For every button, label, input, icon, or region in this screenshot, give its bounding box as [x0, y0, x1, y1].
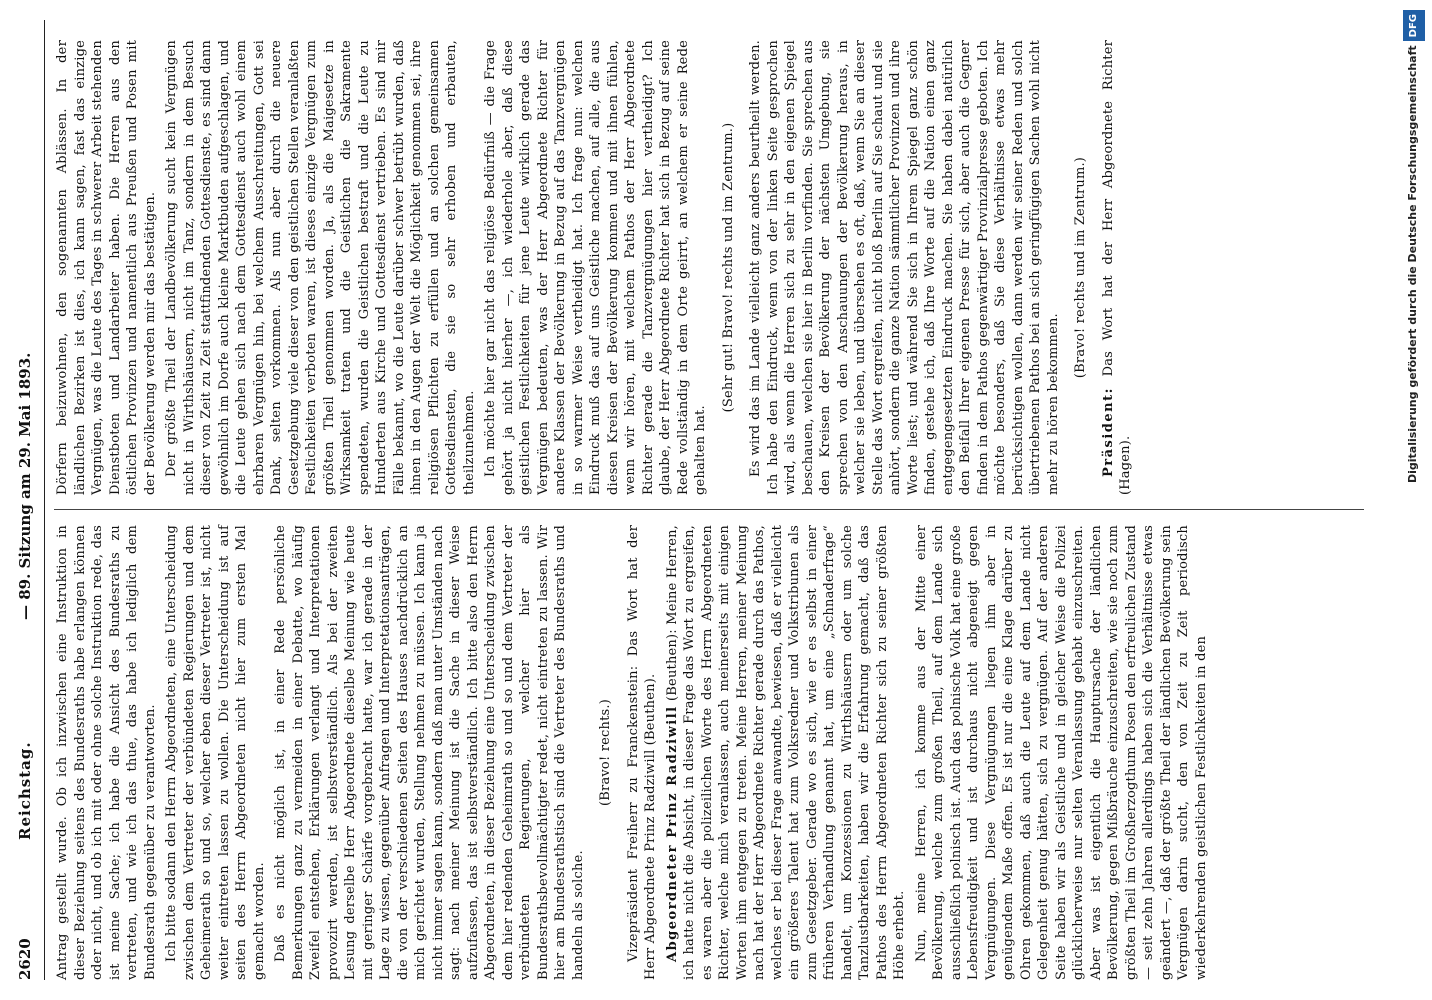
paragraph: Ich möchte hier gar nicht das religiöse Bedürfniß — die Frage gehört ja nicht hierher —, ich wiederhole aber, daß diese geistlichen Festlichkeiten für jene Leute wirklich gerade das Vergnügen bedeuten, was der Herr Abgeordnete Richter für andere Klassen der Bevölkerung in Bezug auf das Tanzvergnügen in so warmer Weise vertheidigt hat. Ich frage nun: welchen Eindruck muß das auf uns Geistliche machen, auf alle, die aus diesen Kreisen der Bevölkerung kommen und mit ihnen fühlen, wenn wir hören, mit welchem Pathos der Herr Abgeordnete Richter gerade die Tanzvergnügungen hier vertheidigt? Ich glaube, der Herr Abgeordnete Richter hat sich in Bezug auf seine Rede vollständig in dem Orte geirrt, an welchem er seine Rede gehalten hat. [483, 40, 708, 495]
page-header [8, 20, 42, 980]
session-title: — 89. Sitzung am 29. Mai 1893. [16, 352, 34, 620]
speaker-announcement: Vizepräsident Freiherr zu Franckenstein: Das Wort hat der Herr Abgeordnete Prinz Radziwill (Beuthen). [625, 525, 658, 980]
paragraph: Nun, meine Herren, ich komme aus der Mitte einer Bevölkerung, welche zum großen Theil, auf dem Lande sich ausschließlich polnisch ist. Auch das polnische Volk hat eine große Lebensfreudigkeit und ist durchaus nicht abgeneigt gegen Vergnügungen. Diese Vergnügungen liegen ihm aber in genügendem Maße offen. Es ist nur die eine Klage darüber zu Ohren gekommen, daß auch die Leute auf dem Lande nicht Gelegenheit genug hätten, sich zu vergnügen. Auf der anderen Seite haben wir als Geistliche und in gleicher Weise die Polizei glücklicherweise nur selten Veranlassung gehabt einzuschreiten. Aber was ist eigentlich die Hauptursache der ländlichen Bevölkerung, gegen Mißbräuche einzuschreiten, wie sie noch zum größten Theil im Großherzogthum Posen den erfreulichen Zustand — seit zehn Jahren allerdings haben sich die Verhältnisse etwas geändert —, daß der größte Theil der ländlichen Bevölkerung sein Vergnügen darin sucht, den von Zeit zu Zeit periodisch wiederkehrenden geistlichen Festlichkeiten in den [913, 525, 1209, 980]
dfg-logo: DFG [1403, 10, 1425, 41]
text-column-right [54, 40, 1139, 495]
speaker-name: Abgeordneter Prinz Radziwill [664, 705, 680, 962]
header-rule [44, 20, 45, 980]
paragraph: Dörfern beizuwohnen, den sogenannten Ablässen. In der ländlichen Bezirken ist dies, ich kann sagen, fast das einzige Vergnügen, was die Leute des Tages in schwerer Arbeit stehenden Dienstboten und Landarbeiter haben. Die Herren aus den östlichen Provinzen und namentlich aus Preußen und Posen mit der Bevölkerung werden mir das bestätigen. [55, 40, 158, 495]
paragraph: Es wird das im Lande vielleicht ganz anders beurtheilt werden. Ich habe den Eindruck, wenn von der linken Seite gesprochen wird, als wenn die Herren sich zu sehr in den eigenen Spiegel beschauen, welchen sie hier in Berlin vorfinden. Sie sprechen aus den Kreisen der Bevölkerung der nächsten Umgebung, sie sprechen von den Anschauungen der Bevölkerung heraus, in welcher sie leben, und übersehen es oft, daß, wenn Sie an dieser Stelle das Wort ergreifen, nicht bloß Berlin auf Sie schaut und sie anhört, sondern die ganze Nation sämmtlicher Provinzen und ihre Worte liest; und während Sie sich in Ihrem Spiegel ganz schön finden, gestehe ich, daß Ihre Worte auf die Nation einen ganz entgegengesetzten Eindruck machen. Sie haben dabei natürlich den Beifall Ihrer eigenen Presse für sich, aber auch die Gegner finden in dem Pathos gegenwärtiger Provinzialpresse geboten. Ich möchte besonders, daß Sie diese Verhältnisse etwas mehr berücksichtigen wollen, dann werden wir seiner Reden und solch übertriebenen Pathos bei an sich geringfügigen Sachen wohl nicht mehr zu hören bekommen. [748, 40, 1061, 495]
credit-text: Digitalisierung gefördert durch die Deutsche Forschungsgemeinschaft [1406, 45, 1419, 484]
president-label: Präsident: [1100, 387, 1116, 477]
paragraph: Daß es nicht möglich ist, in einer Rede persönliche Bemerkungen ganz zu vermeiden in einer Debatte, wo häufig Zweifel entstehen, Erklärungen verlangt und Interpretationen provozirt werden, ist selbstverständlich. Als bei der zweiten Lesung derselbe Herr Abgeordnete dieselbe Meinung wie heute mit geringer Schärfe vorgebracht hatte, war ich gerade in der Lage zu wissen, gegenüber Anfragen und Interpretationsanträgen, die von der verschiedenen Seiten des Hauses nachdrücklich an mich gerichtet wurden, Stellung nehmen zu müssen. Ich kann ja nicht immer sagen kann, sondern daß man unter Umständen nach sagt: nach meiner Meinung ist die Sache in dieser Weise aufzufassen, das ist selbstverständlich. Ich bitte also den Herrn Abgeordneten, in dieser Beziehung eine Unterscheidung zwischen dem hier redenden Geheimrath so und so und dem Vertreter der verbündeten Regierungen, welcher hier als Bundesrathsbevollmächtigter redet, nicht eintreten zu lassen. Wir hier am Bundesrathstisch sind die Vertreter des Bundesraths und handeln als solche. [273, 525, 586, 980]
publication-title: Reichstag. [16, 741, 34, 840]
text-column-left [54, 525, 1214, 980]
digitization-credit [1402, 10, 1430, 990]
paragraph: Der größte Theil der Landbevölkerung sucht kein Vergnügen nicht in Wirthshäusern, nicht im Tanz, sondern in dem Besuch dieser von Zeit zu Zeit stattfindenden Gottesdienste, es sind dann gewöhnlich im Dorfe auch kleine Marktbuden aufgeschlagen, und die Leute gehen sich nach dem Gottesdienst auch wohl einem ehrbaren Vergnügen hin, bei welchem Ausschreitungen, Gott sei Dank, selten vorkommen. Als nun aber durch die neuere Gesetzgebung viele dieser von den geistlichen Stellen veranlaßten Festlichkeiten verboten waren, ist dieses einzige Vergnügen zum größten Theil genommen worden. Ja, als die Maigesetze in Wirksamkeit traten und die Geistlichen die Sakramente spendeten, wurden die Geistlichen bestraft und die Leute zu Hunderten aus Kirche und Gottesdienst vertrieben. Es sind mir Fälle bekannt, wo die Leute darüber schwer betrübt wurden, daß ihnen in den Augen der Welt die Möglichkeit genommen sei, ihre religiösen Pflichten zu erfüllen und an solchen gemeinsamen Gottesdiensten, die sie so sehr erhoben und erbauten, theilzunehmen. [164, 40, 477, 495]
applause-note: (Sehr gut! Bravo! rechts und im Zentrum.) [720, 122, 736, 413]
paragraph: Ich bitte sodann den Herrn Abgeordneten, eine Unterscheidung zwischen dem Vertreter der verbündeten Regierungen und dem Geheimerath so und so, welcher eben dieser Vertreter ist, nicht weiter eintreten lassen zu wollen. Die Unterscheidung ist auf seiten des Herrn Abgeordneten nicht hier zum ersten Mal gemacht worden. [164, 525, 267, 980]
applause-note: (Bravo! rechts.) [598, 699, 613, 806]
president-text: Das Wort hat der Herr Abgeordnete Richter (Hagen). [1100, 40, 1133, 495]
column-divider [54, 509, 1364, 510]
applause-note: (Bravo! rechts und im Zentrum.) [1073, 156, 1088, 379]
president-announcement [1100, 40, 1135, 495]
page-number: 2620 [16, 938, 34, 980]
speech-text: (Beuthen): Meine Herren, ich hatte nicht die Absicht, in dieser Frage das Wort zu ergreifen, es waren aber die polizeilichen Worte des Herrn Abgeordneten Richter, welche mich veranlassen, auch meinerseits mit einigen Worten ihm entgegen zu treten. Meine Herren, meiner Meinung nach hat der Herr Abgeordnete Richter gerade durch das Pathos, welches er bei dieser Frage anwandte, bewiesen, daß er vielleicht ein größeres Talent hat zum Volksredner und Volkstribunen als zum Gesetzgeber. Gerade wo es sich, wie er es selbst in einer früheren Verhandlung genannt hat, um eine „Schnaderfrage“ handelt, um Konzessionen zu Wirthshäusern oder um solche Tanzlustbarkeiten, haben wir die Erfahrung gemacht, daß das Pathos des Herrn Abgeordneten Richter sich zu seiner größten Höhe erhebt. [664, 525, 907, 980]
speech-paragraph [664, 525, 909, 980]
paragraph: Antrag gestellt wurde. Ob ich inzwischen eine Instruktion in dieser Beziehung seitens des Bundesraths habe erlangen können oder nicht, und ob ich mit oder ohne solche Instruktion rede, das ist meine Sache; ich habe die Ansicht des Bundesraths zu vertreten, und wie ich das thue, das habe ich lediglich dem Bundesrath gegenüber zu verantworten. [55, 525, 158, 980]
